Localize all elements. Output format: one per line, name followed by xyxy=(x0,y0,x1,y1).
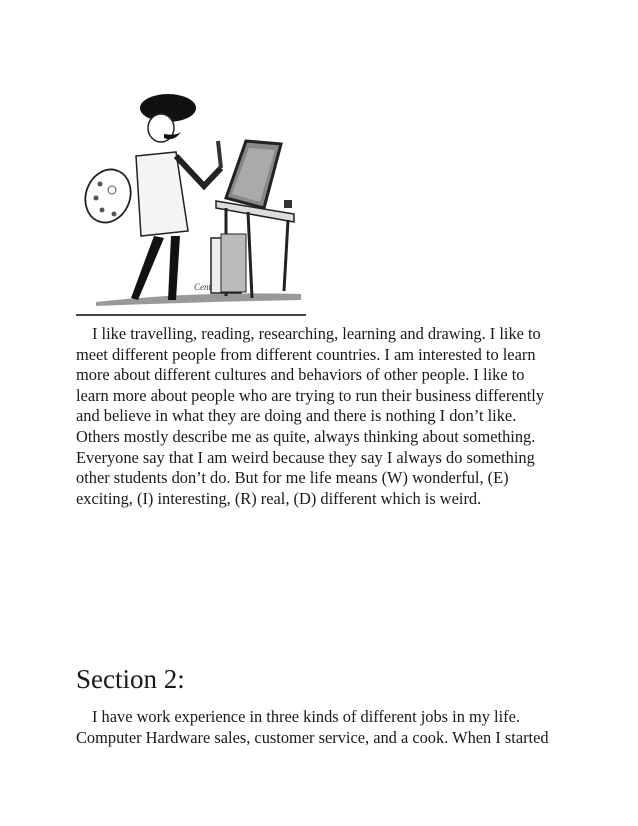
text-line: learn more about people who are trying to run their business differently xyxy=(76,385,545,405)
artist-illustration xyxy=(76,86,308,314)
text-line: and believe in what they are doing and there is nothing I don’t like. xyxy=(76,406,517,426)
illustration-divider xyxy=(76,314,306,316)
text-line: Computer Hardware sales, customer service, and a cook. When I started xyxy=(76,727,549,747)
text-line: I like travelling, reading, researching, learning and drawing. I like to xyxy=(92,324,541,343)
text-line: Others mostly describe me as quite, always thinking about something. xyxy=(76,426,536,446)
text-line: more about different cultures and behaviors of other people. I like to xyxy=(76,365,525,385)
signature: Cent xyxy=(194,282,211,292)
text-line: exciting, (I) interesting, (R) real, (D) different which is weird. xyxy=(76,488,482,508)
text-line: I have work experience in three kinds of different jobs in my life. xyxy=(92,707,520,726)
text-line: meet different people from different countries. I am interested to learn xyxy=(76,344,536,364)
text-line: Everyone say that I am weird because they say I always do something xyxy=(76,447,535,467)
text-line: other students don’t do. But for me life means (W) wonderful, (E) xyxy=(76,468,509,488)
intro-paragraph xyxy=(76,324,566,509)
section-2-heading: Section 2: xyxy=(76,664,185,694)
section-2-paragraph xyxy=(76,707,566,748)
